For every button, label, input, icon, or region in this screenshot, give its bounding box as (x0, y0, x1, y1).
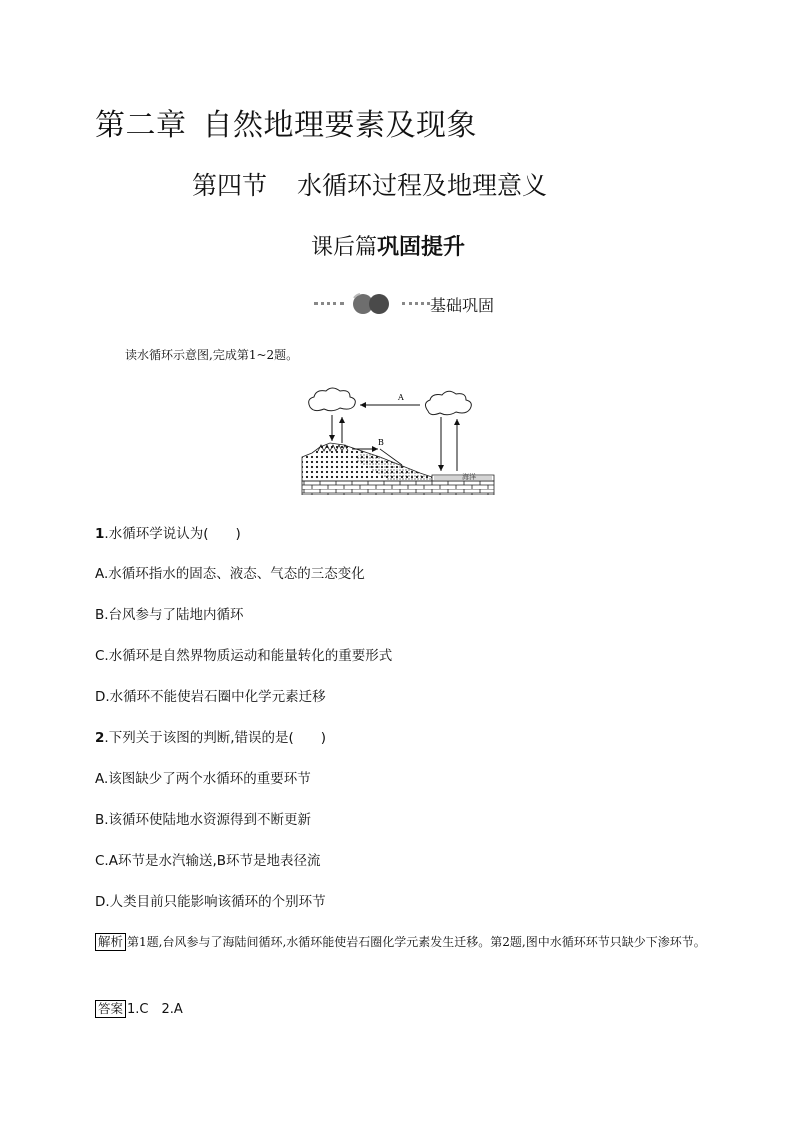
subtitle (311, 230, 465, 261)
label-sea: 海洋 (462, 473, 476, 481)
question-2-option-d: D.人类目前只能影响该循环的个别环节 (95, 894, 326, 910)
question-1-stem (95, 522, 241, 542)
chapter-number: 第二章 (95, 108, 187, 143)
answer-block (95, 998, 183, 1018)
question-2-option-c: C.A环节是水汽输送,B环节是地表径流 (95, 853, 321, 869)
chapter-title: 自然地理要素及现象 (202, 108, 477, 143)
banner-dots-left (314, 302, 344, 305)
arrow-a (360, 402, 420, 408)
left-arrows (329, 415, 345, 443)
answer-text: 1.C 2.A (127, 1002, 183, 1017)
intro-text: 读水循环示意图,完成第1~2题。 (125, 348, 299, 362)
section-heading (192, 166, 547, 202)
right-arrows (438, 417, 460, 471)
question-1-number: 1 (95, 526, 105, 542)
question-2-stem (95, 726, 326, 746)
question-1-option-d: D.水循环不能使岩石圈中化学元素迁移 (95, 689, 326, 705)
bedrock (302, 481, 494, 495)
water-cycle-diagram (300, 385, 496, 495)
section-number: 第四节 (192, 171, 268, 200)
left-cloud (309, 388, 356, 411)
question-1-text: .水循环学说认为( ) (104, 526, 241, 542)
subtitle-plain: 课后篇 (311, 235, 378, 260)
section-banner (314, 290, 514, 318)
question-2-number: 2 (95, 730, 105, 746)
label-b: B (378, 438, 384, 447)
explanation-text: 第1题,台风参与了海陆间循环,水循环能使岩石圈化学元素发生迁移。第2题,图中水循环环节只缺少下渗环节。 (127, 935, 706, 949)
question-2-option-a: A.该图缺少了两个水循环的重要环节 (95, 771, 311, 787)
question-2-option-b: B.该循环使陆地水资源得到不断更新 (95, 812, 312, 828)
explanation-block (95, 930, 735, 955)
question-1-option-c: C.水循环是自然界物质运动和能量转化的重要形式 (95, 648, 393, 664)
question-1-option-a: A.水循环指水的固态、液态、气态的三态变化 (95, 566, 365, 582)
subtitle-bold: 巩固提升 (377, 235, 466, 260)
banner-label: 基础巩固 (430, 296, 495, 315)
banner-circles-icon (350, 292, 400, 316)
explanation-tag: 解析 (95, 933, 126, 951)
label-a: A (398, 393, 404, 402)
right-cloud (425, 391, 471, 415)
banner-dots-right (402, 302, 430, 305)
section-title: 水循环过程及地理意义 (297, 171, 548, 200)
question-2-text: .下列关于该图的判断,错误的是( ) (104, 730, 327, 746)
chapter-heading (95, 100, 477, 144)
question-1-option-b: B.台风参与了陆地内循环 (95, 607, 244, 623)
answer-tag: 答案 (95, 1000, 126, 1018)
